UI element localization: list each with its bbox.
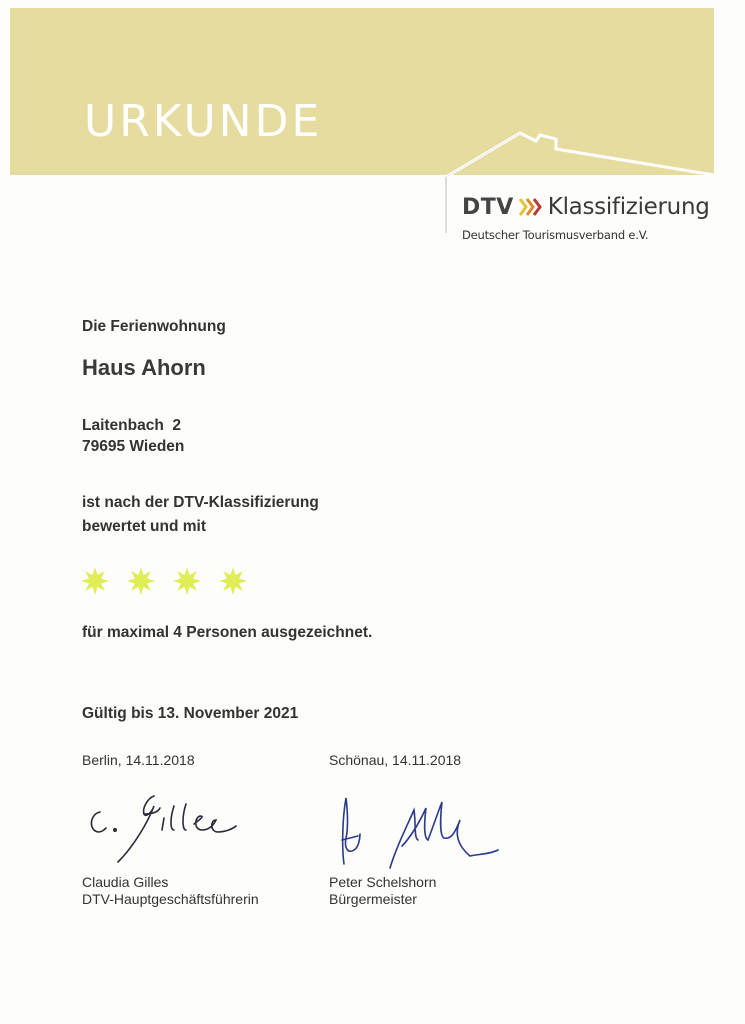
logo-brand: DTV — [462, 194, 514, 220]
logo-subtitle: Deutscher Tourismusverband e.V. — [462, 228, 649, 242]
signature-peter-schelshorn — [330, 790, 505, 875]
intro-text: Die Ferienwohnung — [82, 318, 226, 335]
address-line-1: Laitenbach 2 — [82, 417, 182, 434]
signatory-1-place-date: Berlin, 14.11.2018 — [82, 752, 195, 768]
star-icon — [172, 566, 202, 596]
address-line-2: 79695 Wieden — [82, 438, 185, 455]
dtv-logo — [462, 194, 710, 220]
signatory-2-name: Peter Schelshorn — [329, 874, 437, 890]
star-shape — [219, 567, 247, 595]
star-shape — [173, 567, 201, 595]
property-name: Haus Ahorn — [82, 355, 206, 380]
statement-line-2: bewertet und mit — [82, 518, 207, 535]
star-icon — [218, 566, 248, 596]
capacity-text: für maximal 4 Personen ausgezeichnet. — [82, 624, 373, 641]
star-icon — [80, 566, 110, 596]
star-shape — [81, 567, 109, 595]
signature-claudia-gilles — [82, 788, 252, 868]
statement-line-1: ist nach der DTV-Klassifizierung — [82, 494, 319, 511]
star-icon — [126, 566, 156, 596]
star-shape — [127, 567, 155, 595]
star-rating — [80, 566, 248, 596]
signatory-2-title: Bürgermeister — [329, 891, 417, 907]
logo-name: Klassifizierung — [547, 194, 710, 220]
signatory-1-name: Claudia Gilles — [82, 874, 169, 890]
signatory-1-title: DTV-Hauptgeschäftsführerin — [82, 891, 259, 907]
signatory-2-place-date: Schönau, 14.11.2018 — [329, 752, 462, 768]
certificate-title: URKUNDE — [84, 96, 323, 147]
validity-text: Gültig bis 13. November 2021 — [82, 705, 299, 722]
chevron-arrows-icon — [518, 195, 544, 219]
